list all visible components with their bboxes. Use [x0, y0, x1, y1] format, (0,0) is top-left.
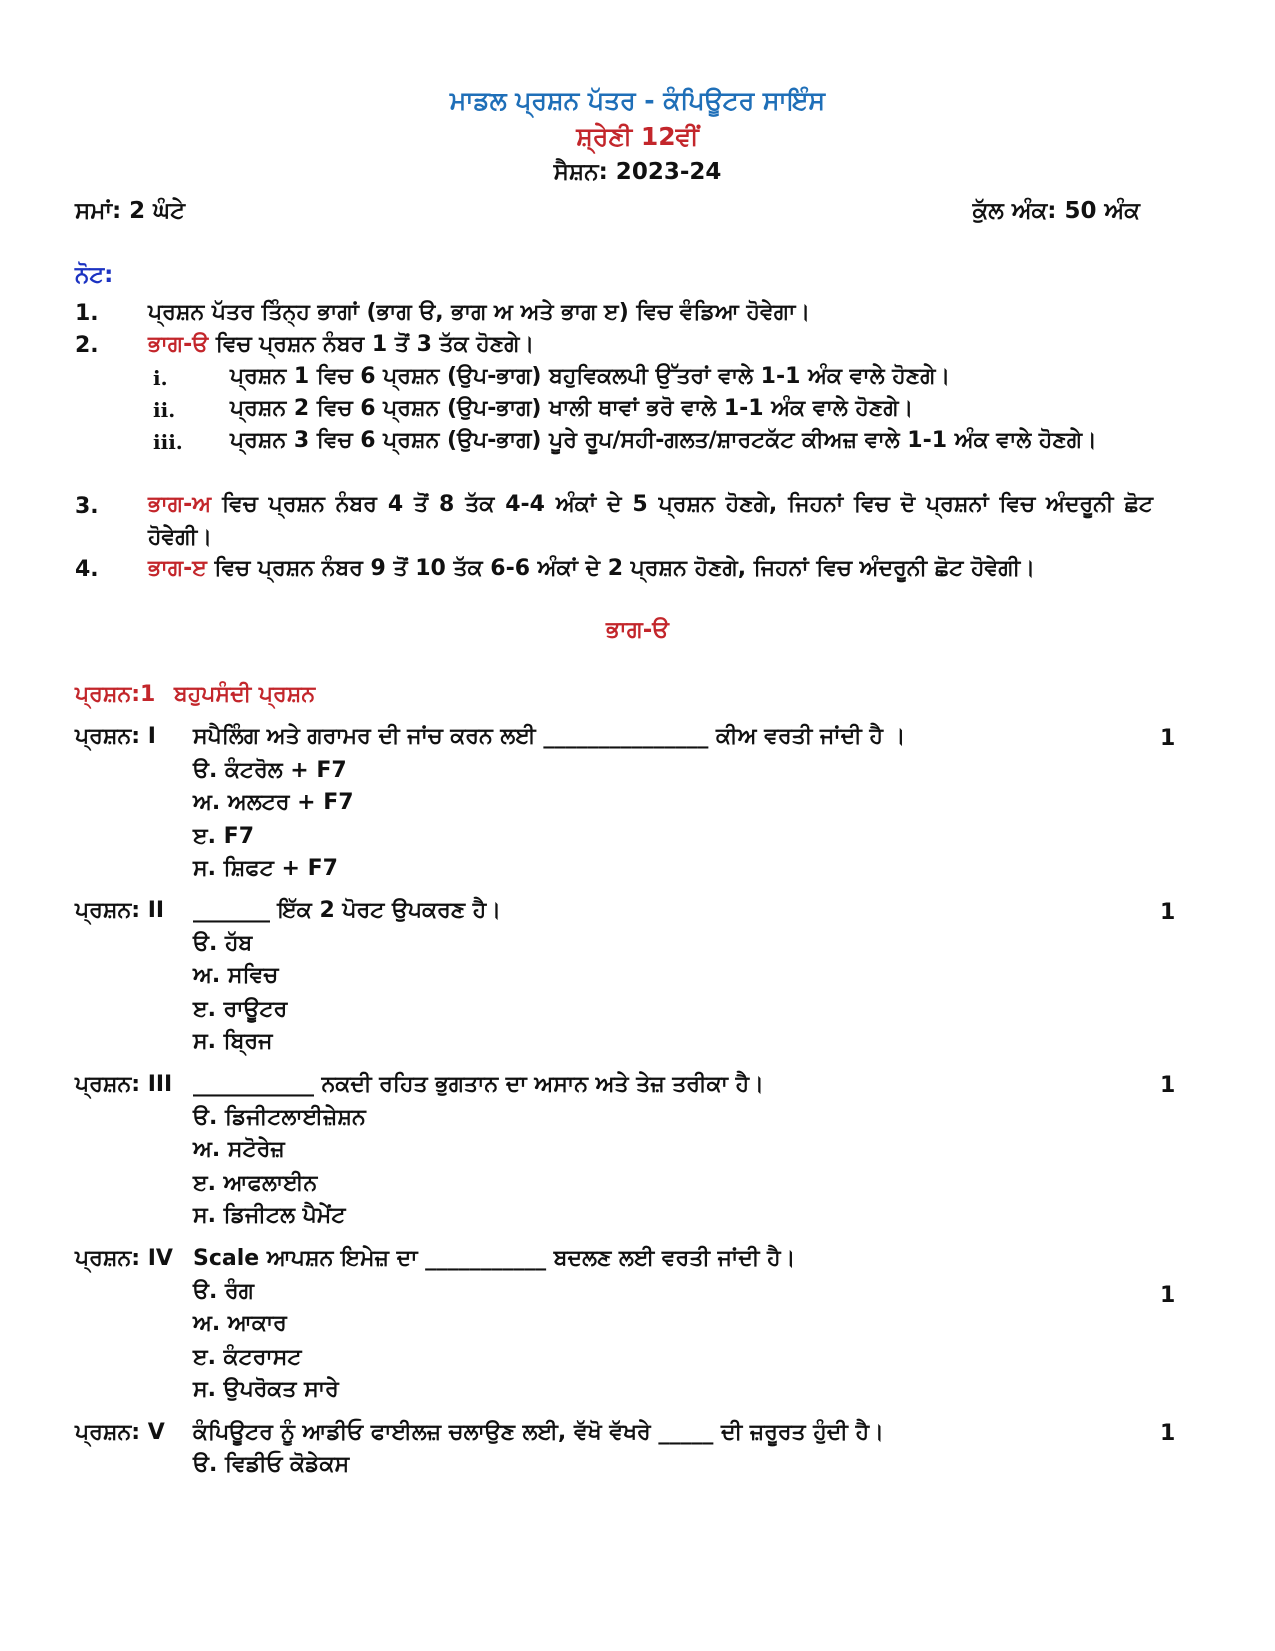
paper-title: ਮਾਡਲ ਪ੍ਰਸ਼ਨ ਪੱਤਰ - ਕੰਪਿਊਟਰ ਸਾਇੰਸ — [449, 86, 826, 115]
note-text: ਭਾਗ-ੳ ਵਿਚ ਪ੍ਰਸ਼ਨ ਨੰਬਰ 1 ਤੋਂ 3 ਤੱਕ ਹੋਣਗੇ। — [148, 332, 535, 357]
question-text: ਕੰਪਿਊਟਰ ਨੂੰ ਆਡੀਓ ਫਾਈਲਜ਼ ਚਲਾਉਣ ਲਈ, ਵੱਖੋ ਵੱਖਰੇ _____ ਦੀ ਜ਼ਰੂਰਤ ਹੁੰਦੀ ਹੈ। — [193, 1420, 884, 1445]
question-text: ___________ ਨਕਦੀ ਰਹਿਤ ਭੁਗਤਾਨ ਦਾ ਅਸਾਨ ਅਤੇ ਤੇਜ਼ ਤਰੀਕਾ ਹੈ। — [193, 1072, 764, 1097]
option: ਸ. ਡਿਜੀਟਲ ਪੈਮੇਂਟ — [193, 1203, 346, 1228]
option: ਅ. ਅਲਟਰ + F7 — [193, 790, 354, 815]
note-heading: ਨੋਟ: — [75, 262, 114, 288]
option: ੲ. ਰਾਊਟਰ — [193, 997, 288, 1022]
note-number: 1. — [75, 301, 99, 326]
option: ਸ. ਉਪਰੋਕਤ ਸਾਰੇ — [193, 1377, 339, 1402]
option: ੳ. ਕੰਟਰੋਲ + F7 — [193, 758, 347, 783]
subitem-text: ਪ੍ਰਸ਼ਨ 3 ਵਿਚ 6 ਪ੍ਰਸ਼ਨ (ਉਪ-ਭਾਗ) ਪੂਰੇ ਰੂਪ/ਸਹੀ-ਗਲਤ/ਸ਼ਾਰਟਕੱਟ ਕੀਅਜ਼ ਵਾਲੇ 1-1 ਅੰਕ ਵਾਲੇ ਹੋਣਗੇ। — [230, 428, 1097, 453]
question-group-label: ਪ੍ਰਸ਼ਨ:1 — [75, 682, 156, 707]
class-label: ਸ਼੍ਰੇਣੀ 12ਵੀਂ — [576, 122, 699, 151]
note-text: ਭਾਗ-ਅ ਵਿਚ ਪ੍ਰਸ਼ਨ ਨੰਬਰ 4 ਤੋਂ 8 ਤੱਕ 4-4 ਅੰਕਾਂ ਦੇ 5 ਪ੍ਰਸ਼ਨ ਹੋਣਗੇ, ਜਿਹਨਾਂ ਵਿਚ ਦੋ ਪ੍ਰਸ਼ਨਾਂ ਵਿਚ ਅੰਦਰੂਨੀ ਛੋਟ ਹੋਵੇਗੀ। — [148, 492, 1153, 550]
subitem-number: i. — [153, 366, 168, 390]
session-label: ਸੈਸ਼ਨ: 2023-24 — [553, 159, 722, 185]
question-marks: 1 — [1160, 1073, 1176, 1098]
option: ੳ. ਡਿਜੀਟਲਾਈਜ਼ੇਸ਼ਨ — [193, 1105, 366, 1130]
subitem-text: ਪ੍ਰਸ਼ਨ 2 ਵਿਚ 6 ਪ੍ਰਸ਼ਨ (ਉਪ-ਭਾਗ) ਖਾਲੀ ਥਾਵਾਂ ਭਰੋ ਵਾਲੇ 1-1 ਅੰਕ ਵਾਲੇ ਹੋਣਗੇ। — [230, 396, 914, 421]
question-marks: 1 — [1160, 1283, 1176, 1308]
question-marks: 1 — [1160, 900, 1176, 925]
note-text: ਪ੍ਰਸ਼ਨ ਪੱਤਰ ਤਿੰਨ੍ਹ ਭਾਗਾਂ (ਭਾਗ ੳ, ਭਾਗ ਅ ਅਤੇ ਭਾਗ ੲ) ਵਿਚ ਵੰਡਿਆ ਹੋਵੇਗਾ। — [148, 300, 811, 325]
question-marks: 1 — [1160, 726, 1176, 751]
question-label: ਪ੍ਰਸ਼ਨ: V — [75, 1420, 165, 1445]
option: ੳ. ਹੱਬ — [193, 931, 253, 956]
note-number: 4. — [75, 557, 99, 582]
note-number: 2. — [75, 333, 99, 358]
question-group-title: ਬਹੁਪਸੰਦੀ ਪ੍ਰਸ਼ਨ — [174, 682, 316, 707]
option: ੳ. ਵਿਡੀਓ ਕੋਡੇਕਸ — [193, 1452, 350, 1477]
note-text: ਭਾਗ-ੲ ਵਿਚ ਪ੍ਰਸ਼ਨ ਨੰਬਰ 9 ਤੋਂ 10 ਤੱਕ 6-6 ਅੰਕਾਂ ਦੇ 2 ਪ੍ਰਸ਼ਨ ਹੋਣਗੇ, ਜਿਹਨਾਂ ਵਿਚ ਅੰਦਰੂਨੀ ਛੋਟ ਹੋਵੇਗੀ। — [148, 556, 1036, 581]
option: ਸ. ਸ਼ਿਫਟ + F7 — [193, 856, 338, 881]
option: ਸ. ਬ੍ਰਿਜ — [193, 1029, 273, 1054]
subitem-text: ਪ੍ਰਸ਼ਨ 1 ਵਿਚ 6 ਪ੍ਰਸ਼ਨ (ਉਪ-ਭਾਗ) ਬਹੁਵਿਕਲਪੀ ਉੱਤਰਾਂ ਵਾਲੇ 1-1 ਅੰਕ ਵਾਲੇ ਹੋਣਗੇ। — [230, 364, 951, 389]
option: ੳ. ਰੰਗ — [193, 1279, 254, 1304]
question-label: ਪ੍ਰਸ਼ਨ: IV — [75, 1246, 173, 1271]
question-label: ਪ੍ਰਸ਼ਨ: III — [75, 1072, 173, 1097]
question-text: _______ ਇੱਕ 2 ਪੋਰਟ ਉਪਕਰਣ ਹੈ। — [193, 898, 502, 923]
section-ref: ਭਾਗ-ਅ — [148, 492, 212, 517]
option: ਅ. ਸਟੋਰੇਜ਼ — [193, 1137, 285, 1162]
section-ref: ਭਾਗ-ੳ — [148, 332, 209, 357]
option: ੲ. ਆਫਲਾਈਨ — [193, 1171, 318, 1196]
question-label: ਪ੍ਰਸ਼ਨ: I — [75, 724, 156, 749]
subitem-number: iii. — [153, 430, 183, 454]
question-marks: 1 — [1160, 1421, 1176, 1446]
option: ੲ. F7 — [193, 824, 255, 849]
total-marks-label: ਕੁੱਲ ਅੰਕ: 50 ਅੰਕ — [972, 198, 1140, 224]
note-number: 3. — [75, 494, 99, 519]
time-label: ਸਮਾਂ: 2 ਘੰਟੇ — [75, 198, 186, 224]
question-text: ਸਪੈਲਿੰਗ ਅਤੇ ਗਰਾਮਰ ਦੀ ਜਾਂਚ ਕਰਨ ਲਈ _______________ ਕੀਅ ਵਰਤੀ ਜਾਂਦੀ ਹੈ । — [193, 724, 906, 749]
section-ref: ਭਾਗ-ੲ — [148, 556, 207, 581]
question-label: ਪ੍ਰਸ਼ਨ: II — [75, 898, 165, 923]
subitem-number: ii. — [153, 398, 176, 422]
option: ਅ. ਆਕਾਰ — [193, 1311, 287, 1336]
section-title: ਭਾਗ-ੳ — [606, 617, 669, 643]
option: ਅ. ਸਵਿਚ — [193, 963, 279, 988]
question-text: Scale ਆਪਸ਼ਨ ਇਮੇਜ਼ ਦਾ ___________ ਬਦਲਣ ਲਈ ਵਰਤੀ ਜਾਂਦੀ ਹੈ। — [193, 1246, 796, 1271]
option: ੲ. ਕੰਟਰਾਸਟ — [193, 1345, 302, 1370]
